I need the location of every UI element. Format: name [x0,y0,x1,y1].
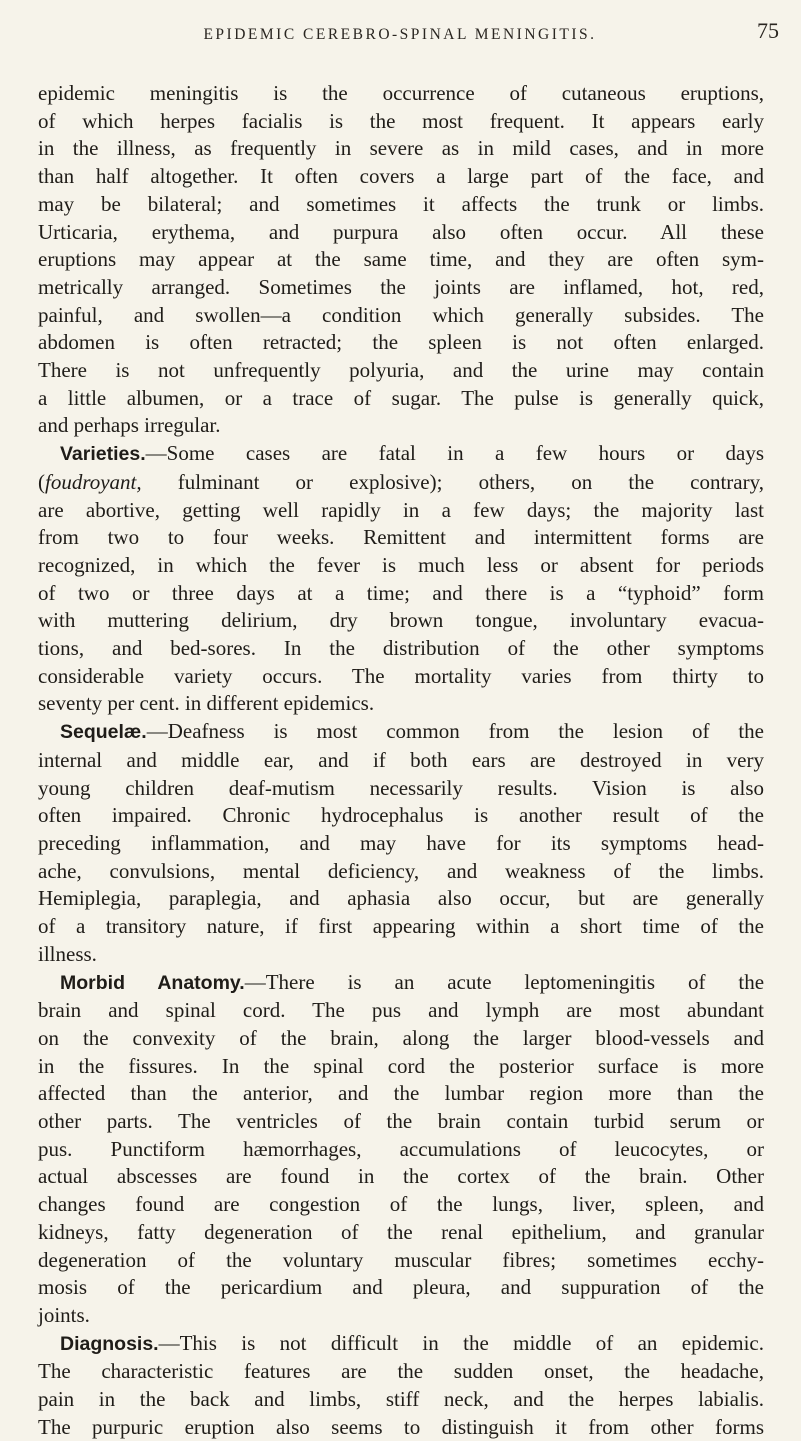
text-line [38,747,764,775]
page-number: 75 [757,18,779,43]
body-text [38,80,764,1441]
text-segment: The characteristic features are the sudden onset, the headache, [38,1359,764,1384]
text-segment: changes found are congestion of the lungs, liver, spleen, and [38,1192,764,1217]
text-segment: young children deaf-mutism necessarily results. Vision is also [38,775,764,800]
text-line [38,1219,764,1247]
text-segment: in the illness, as frequently in severe as in mild cases, and in more [38,136,764,161]
text-segment: abdomen is often retracted; the spleen is not often enlarged. [38,330,764,355]
text-segment: Urticaria, erythema, and purpura also often occur. All these [38,219,764,244]
text-segment: There is not unfrequently polyuria, and the urine may contain [38,358,764,383]
text-segment: a little albumen, or a trace of sugar. The pulse is generally quick, [38,385,764,410]
text-segment: with muttering delirium, dry brown tongue, involuntary evacua- [38,608,764,633]
text-line [38,1274,764,1302]
text-line [38,163,764,191]
text-segment: ( [38,469,45,494]
text-line [38,80,764,108]
text-line [38,357,764,385]
text-segment: degeneration of the voluntary muscular fibres; sometimes ecchy- [38,1247,764,1272]
text-segment: —Some cases are fatal in a few hours or days [145,441,764,466]
text-line [38,997,764,1025]
text-line [38,802,764,830]
text-segment: of two or three days at a time; and there is a “typhoid” form [38,580,764,605]
text-line [38,941,764,969]
text-segment: considerable variety occurs. The mortality varies from thirty to [38,663,764,688]
text-line [38,469,764,497]
text-line [38,1163,764,1191]
text-segment: eruptions may appear at the same time, and they are often sym- [38,247,764,272]
text-segment: mosis of the pericardium and pleura, and suppuration of the [38,1275,764,1300]
text-line [38,1386,764,1414]
text-segment: —This is not difficult in the middle of an epidemic. [158,1330,764,1355]
text-segment: pain in the back and limbs, stiff neck, and the herpes labialis. [38,1387,764,1412]
text-line [38,1191,764,1219]
text-line [38,1136,764,1164]
text-segment: are abortive, getting well rapidly in a few days; the majority last [38,497,764,522]
text-segment: often impaired. Chronic hydrocephalus is another result of the [38,803,764,828]
text-segment: in the fissures. In the spinal cord the posterior surface is more [38,1053,764,1078]
text-line [38,1302,764,1330]
text-line [38,1053,764,1081]
text-line [38,440,764,469]
text-line [38,1414,764,1441]
text-segment: epidemic meningitis is the occurrence of cutaneous eruptions, [38,81,764,105]
text-segment: other parts. The ventricles of the brain contain turbid serum or [38,1109,764,1134]
text-segment: than half altogether. It often covers a large part of the face, and [38,164,764,189]
text-segment: actual abscesses are found in the cortex of the brain. Other [38,1164,764,1189]
section-heading: Varieties. [60,443,146,466]
text-segment: and perhaps irregular. [38,413,221,438]
text-line [38,302,764,330]
text-line [38,246,764,274]
text-segment: —Deafness is most common from the lesion of the [146,719,764,744]
text-line [38,135,764,163]
text-line [38,274,764,302]
text-segment: fulminant or explosive); others, on the contrary, [141,469,764,494]
text-segment: recognized, in which the fever is much less or absent for periods [38,552,764,577]
text-line [38,913,764,941]
section-heading: Morbid Anatomy. [60,971,245,994]
text-line [38,607,764,635]
text-line [38,885,764,913]
text-line [38,1247,764,1275]
text-segment: Hemiplegia, paraplegia, and aphasia also occur, but are generally [38,886,764,911]
text-segment: kidneys, fatty degeneration of the renal epithelium, and granular [38,1219,764,1244]
running-head: EPIDEMIC CEREBRO-SPINAL MENINGITIS. [203,26,597,43]
text-line [38,219,764,247]
text-line [38,635,764,663]
text-line [38,830,764,858]
text-line [38,718,764,747]
text-line [38,1080,764,1108]
text-segment: painful, and swollen—a condition which generally subsides. The [38,302,764,327]
text-line [38,775,764,803]
text-segment: on the convexity of the brain, along the larger blood-vessels and [38,1025,764,1050]
text-segment: pus. Punctiform hæmorrhages, accumulations of leucocytes, or [38,1136,764,1161]
text-line [38,552,764,580]
text-segment: of a transitory nature, if first appearing within a short time of the [38,914,764,939]
text-line [38,191,764,219]
text-line [38,412,764,440]
text-segment: ache, convulsions, mental deficiency, and weakness of the limbs. [38,858,764,883]
text-segment: The purpuric eruption also seems to distinguish it from other forms [38,1414,764,1439]
text-line [38,385,764,413]
text-segment: —There is an acute leptomeningitis of the [244,969,765,994]
text-segment: of which herpes facialis is the most frequent. It appears early [38,108,764,133]
text-segment: foudroyant, [45,469,142,494]
text-line [38,497,764,525]
text-segment: may be bilateral; and sometimes it affects the trunk or limbs. [38,191,764,216]
text-segment: affected than the anterior, and the lumbar region more than the [38,1081,764,1106]
text-line [38,329,764,357]
text-line [38,1108,764,1136]
section-heading: Diagnosis. [60,1332,159,1355]
text-line [38,108,764,136]
text-line [38,524,764,552]
text-line [38,690,764,718]
text-segment: seventy per cent. in different epidemics. [38,691,375,716]
text-line [38,969,764,998]
text-segment: joints. [38,1302,90,1327]
text-line [38,1025,764,1053]
text-segment: internal and middle ear, and if both ears are destroyed in very [38,747,764,772]
text-line [38,1358,764,1386]
text-segment: brain and spinal cord. The pus and lymph are most abundant [38,998,764,1023]
text-line [38,858,764,886]
section-heading: Sequelæ. [60,721,147,744]
text-line [38,1330,764,1359]
text-segment: from two to four weeks. Remittent and intermittent forms are [38,525,764,550]
text-segment: preceding inflammation, and may have for its symptoms head- [38,830,764,855]
text-line [38,663,764,691]
text-line [38,580,764,608]
text-segment: metrically arranged. Sometimes the joints are inflamed, hot, red, [38,274,764,299]
text-segment: tions, and bed-sores. In the distribution of the other symptoms [38,636,764,661]
text-segment: illness. [38,941,97,966]
